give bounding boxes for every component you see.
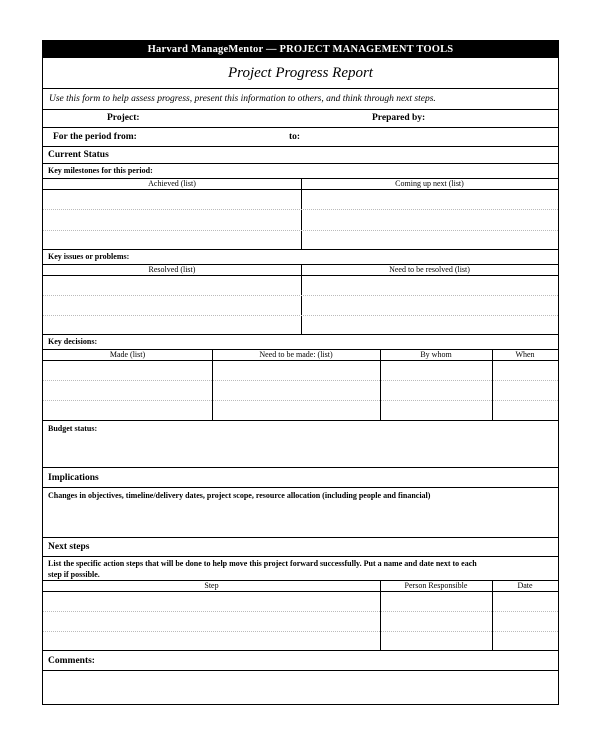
decisions-table [43,349,558,421]
comments-heading: Comments: [43,651,558,671]
issues-label: Key issues or problems: [48,252,130,261]
implications-row[interactable] [43,488,558,538]
project-row [43,110,558,128]
banner: Harvard ManageMentor — PROJECT MANAGEMENT TOOLS [43,41,558,58]
col-achieved: Achieved (list) [148,179,196,188]
progress-report-form [42,40,559,705]
col-person-responsible: Person Responsible [404,581,468,590]
by-whom-field[interactable] [381,361,491,420]
implications-heading: Implications [43,468,558,488]
prepared-by-field[interactable] [438,111,553,126]
resolved-field[interactable] [43,276,300,334]
next-steps-heading: Next steps [43,538,558,557]
when-field[interactable] [493,361,558,420]
col-need-made: Need to be made: (list) [259,350,333,359]
implications-prompt: Changes in objectives, timeline/delivery dates, project scope, resource allocation (including people and financial) [48,491,431,500]
col-need-resolved: Need to be resolved (list) [389,265,470,274]
period-from-label: For the period from: [53,132,137,142]
instructions: Use this form to help assess progress, present this information to others, and think through next steps. [43,89,558,110]
budget-row[interactable] [43,421,558,468]
next-steps-prompt-line2: step if possible. [48,570,100,579]
next-steps-prompt-line1: List the specific action steps that will be done to help move this project forward successfully. Put a name and date next to each [48,559,477,568]
col-date: Date [517,581,533,590]
period-row [43,128,558,147]
date-field[interactable] [493,592,558,650]
need-resolved-field[interactable] [302,276,558,334]
period-from-field[interactable] [153,129,283,145]
period-to-field[interactable] [309,129,439,145]
next-steps-prompt [43,557,558,580]
milestones-label: Key milestones for this period: [48,166,153,175]
comments-field[interactable] [43,671,558,704]
made-field[interactable] [43,361,211,420]
issues-table [43,264,558,335]
current-status-heading: Current Status [43,147,558,164]
col-when: When [515,350,535,359]
col-made: Made (list) [109,350,146,359]
coming-up-field[interactable] [302,190,558,249]
budget-label: Budget status: [48,424,98,433]
person-responsible-field[interactable] [381,592,491,650]
need-made-field[interactable] [213,361,379,420]
col-step: Step [204,581,219,590]
period-to-label: to: [289,132,301,142]
milestones-table [43,178,558,250]
prepared-by-label: Prepared by: [372,113,426,123]
page-title: Project Progress Report [43,58,558,89]
next-steps-table [43,580,558,651]
project-field[interactable] [155,111,335,126]
col-resolved: Resolved (list) [148,265,196,274]
step-field[interactable] [43,592,379,650]
col-coming-up: Coming up next (list) [395,179,464,188]
achieved-field[interactable] [43,190,300,249]
project-label: Project: [107,113,140,123]
decisions-label: Key decisions: [48,337,98,346]
col-by-whom: By whom [420,350,452,359]
